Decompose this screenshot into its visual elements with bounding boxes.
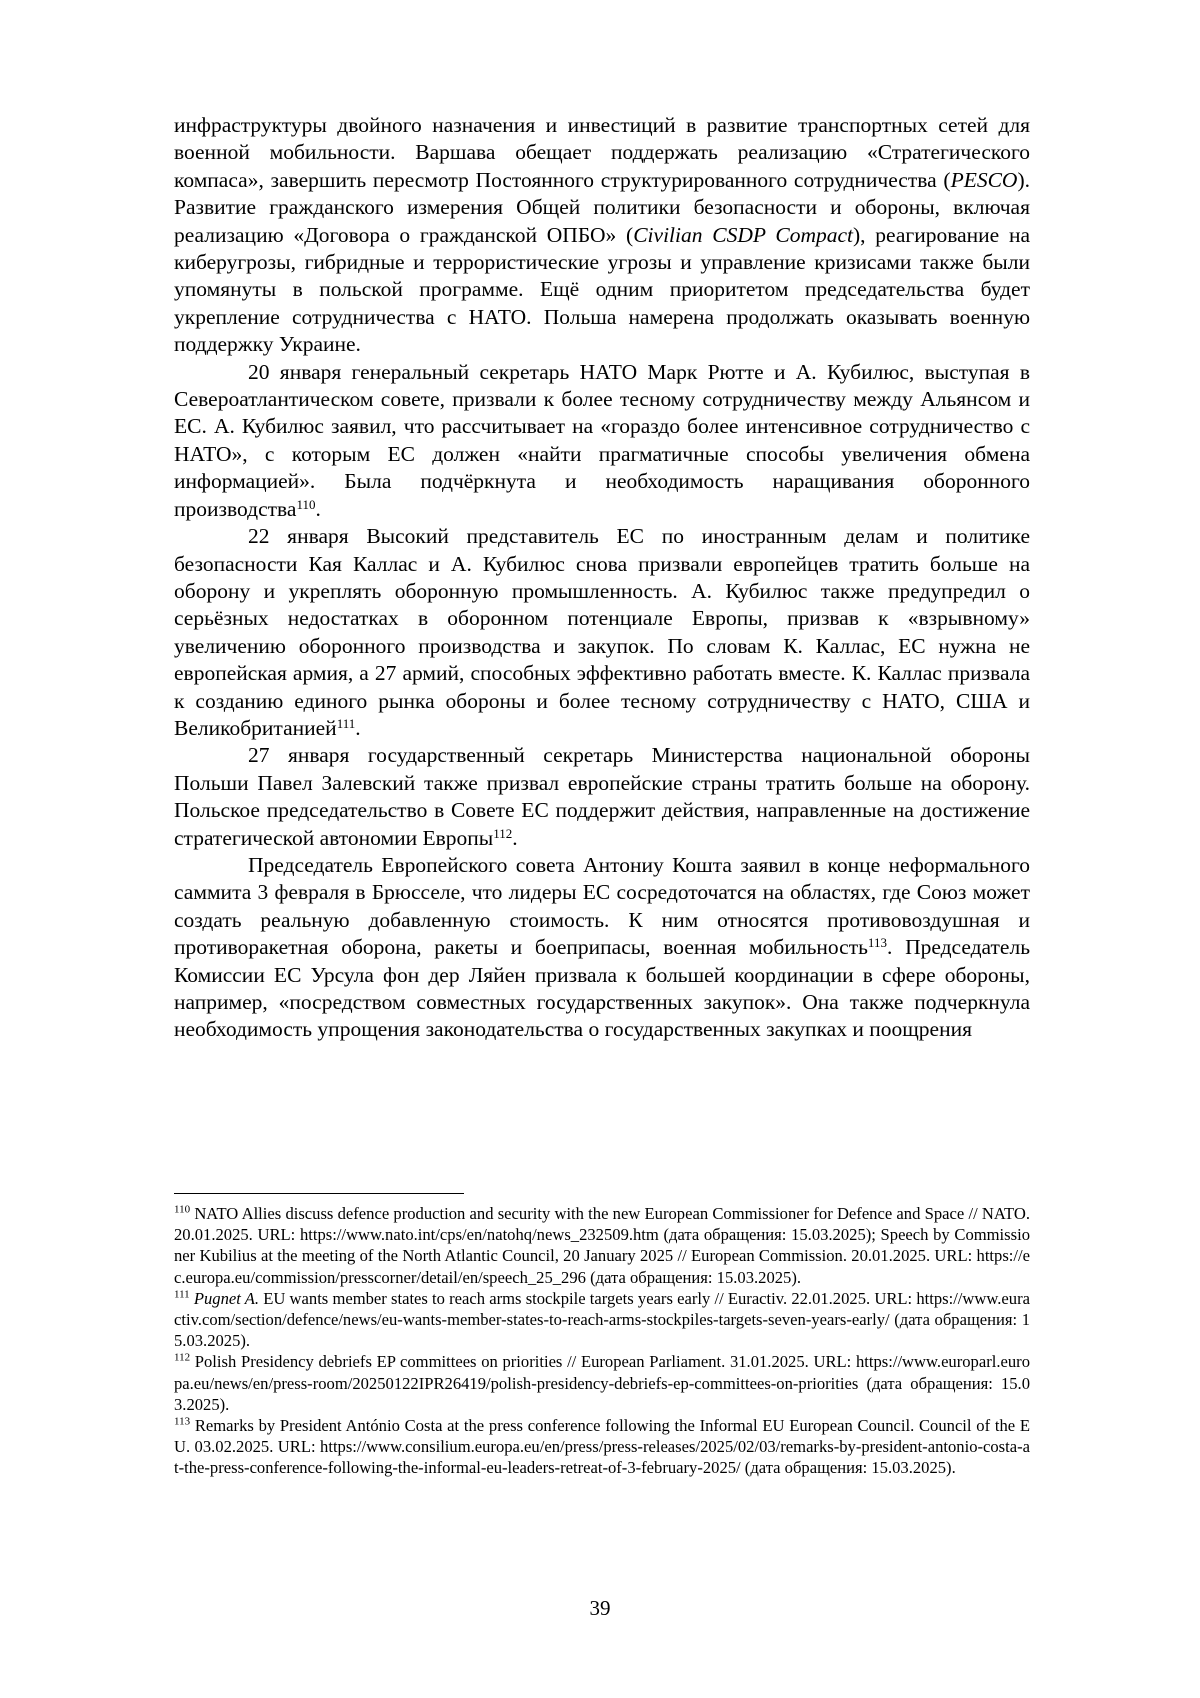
page-number: 39 bbox=[589, 1596, 611, 1620]
paragraph-1: инфраструктуры двойного назначения и инвестиций в развитие транспортных сетей для военной мобильности. Варшава обещает поддержать реализацию «Стратегического компаса», завершить пересмотр Постоянного структурированного сотрудничества (PESCO). Развитие гражданского измерения Общей политики безопасности и обороны, включая реализацию «Договора о гражданской ОПБО» (Civilian CSDP Compact), реагирование на киберугрозы, гибридные и террористические угрозы и управление кризисами также были упомянуты в польской программе. Ещё одним приоритетом председательства будет укрепление сотрудничества с НАТО. Польша намерена продолжать оказывать военную поддержку Украине. bbox=[174, 113, 1031, 357]
footnote-113: $^{113}$ Remarks by President António Costa at the press conference following the Informal EU European Council. Council of the EU. 03.02.2025. URL: https://www.consilium.europa.eu/en/press/press-releases/2025/02/03/remarks-by-president-antonio-costa-at-the-press-conference-following-the-informal-eu-leaders-retreat-of-3-february-2025/ (дата обращения: 15.03.2025). bbox=[174, 1415, 1030, 1478]
paragraph-4: 27 января государственный секретарь Министерства национальной обороны Польши Павел Залевский также призвал европейские страны тратить больше на оборону. Польское председательство в Совете ЕС поддержит действия, направленные на достижение стратегической автономии Европы$^{112}$. bbox=[174, 743, 1030, 850]
footnote-110: $^{110}$ NATO Allies discuss defence production and security with the new European Commissioner for Defence and Space // NATO. 20.01.2025. URL: https://www.nato.int/cps/en/natohq/news_232509.htm (дата обращения: 15.03.2025); Speech by Commissioner Kubilius at the meeting of the North Atlantic Council, 20 January 2025 // European Commission. 20.01.2025. URL: https://ec.europa.eu/commission/presscorner/detail/en/speech_25_296 (дата обращения: 15.03.2025). bbox=[174, 1203, 1030, 1287]
footnote-111: $^{111}$ Pugnet A. EU wants member states to reach arms stockpile targets years early // Euractiv. 22.01.2025. URL: https://www.euractiv.com/section/defence/news/eu-wants-member-states-to-reach-arms-stockpiles-targets-seven-years-early/ (дата обращения: 15.03.2025). bbox=[174, 1288, 1030, 1351]
paragraph-2: 20 января генеральный секретарь НАТО Марк Рютте и А. Кубилюс, выступая в Североатлантическом совете, призвали к более тесному сотрудничеству между Альянсом и ЕС. А. Кубилюс заявил, что рассчитывает на «гораздо более интенсивное сотрудничество с НАТО», с которым ЕС должен «найти прагматичные способы увеличения обмена информацией». Была подчёркнута и необходимость наращивания оборонного производства$^{110}$. bbox=[174, 359, 1030, 521]
footnote-ref-113[interactable]: 113 bbox=[867, 935, 887, 951]
footnote-ref-111[interactable]: 111 bbox=[336, 715, 356, 731]
footnote-112: $^{112}$ Polish Presidency debriefs EP committees on priorities // European Parliament. 31.01.2025. URL: https://www.europarl.europa.eu/news/en/press-room/20250122IPR26419/polish-presidency-debriefs-ep-committees-on-priorities (дата обращения: 15.03.2025). bbox=[174, 1351, 1030, 1414]
body-text bbox=[174, 112, 1030, 1044]
paragraph-3: 22 января Высокий представитель ЕС по иностранным делам и политике безопасности Кая Каллас и А. Кубилюс снова призвали европейцев тратить больше на оборону и укреплять оборонную промышленность. А. Кубилюс также предупредил о серьёзных недостатках в оборонном потенциале Европы, призвав к «взрывному» увеличению оборонного производства и закупок. По словам К. Каллас, ЕС нужна не европейская армия, а 27 армий, способных эффективно работать вместе. К. Каллас призвала к созданию единого рынка обороны и более тесному сотрудничеству с НАТО, США и Великобританией$^{111}$. bbox=[174, 524, 1030, 740]
footnote-divider bbox=[174, 1193, 464, 1194]
footnotes bbox=[174, 1193, 1030, 1479]
pesco-term: PESCO bbox=[950, 167, 1018, 192]
csdp-compact-term: Civilian CSDP Compact bbox=[633, 222, 854, 247]
paragraph-5: Председатель Европейского совета Антониу Кошта заявил в конце неформального саммита 3 февраля в Брюсселе, что лидеры ЕС сосредоточатся на областях, где Союз может создать реальную добавленную стоимость. К ним относятся противовоздушная и противоракетная оборона, ракеты и боеприпасы, военная мобильность$^{113}$. Председатель Комиссии ЕС Урсула фон дер Ляйен призвала к большей координации в сфере обороны, например, «посредством совместных государственных закупок». Она также подчеркнула необходимость упрощения законодательства о государственных закупках и поощрения bbox=[174, 852, 1031, 1042]
footnote-ref-110[interactable]: 110 bbox=[296, 496, 316, 512]
footnote-ref-112[interactable]: 112 bbox=[493, 825, 513, 841]
